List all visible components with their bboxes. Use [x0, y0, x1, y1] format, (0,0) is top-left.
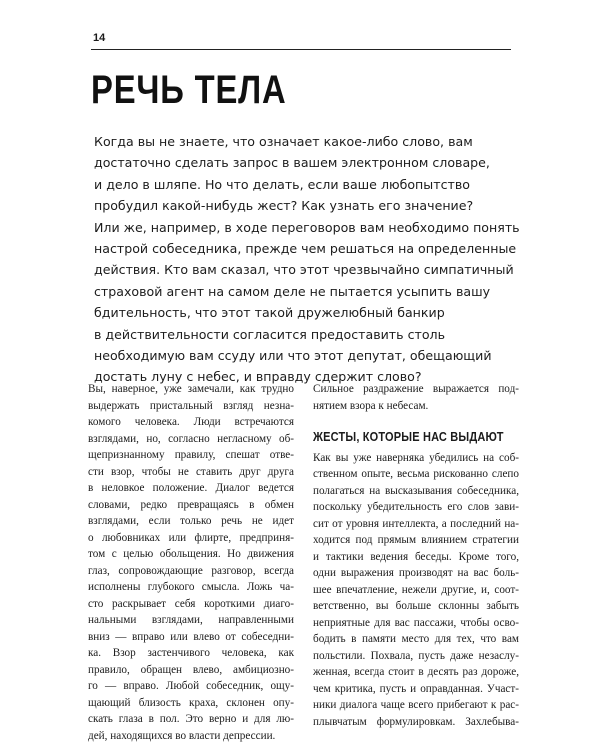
body-line: ка. Взор застенчивого человека, как	[88, 647, 294, 659]
body-line: в неловкое положение. Диалог ведется	[88, 482, 294, 494]
lead-line: действия. Кто вам сказал, что этот чрезвычайно симпатичный	[94, 262, 514, 278]
lead-paragraph	[94, 131, 520, 388]
body-line: бодить в памяти место для тех, что вам	[313, 633, 519, 645]
left-column	[88, 381, 294, 744]
body-line: сти взор, чтобы не ставить друг друга	[88, 465, 294, 478]
lead-line: страховой агент на самом деле не пытается усыпить вашу	[94, 283, 491, 299]
body-line: шее впечатление, нежели другие, и, соот-	[313, 583, 519, 596]
body-line: женная, всегда стоит в десять раз дороже,	[313, 666, 519, 678]
body-line: щающий близость краха, склонен опу-	[88, 696, 294, 709]
body-line: выдержать пристальный взгляд незна-	[88, 399, 294, 412]
lead-line: достать луну с небес, и вправду сдержит слово?	[94, 369, 422, 385]
body-line: польстили. Похвала, пусть даже незаслу-	[313, 649, 519, 662]
body-line: Как вы уже наверняка убедились на соб-	[313, 451, 519, 464]
body-line: сит от уровня интеллекта, а последний на-	[313, 517, 519, 530]
body-line: о любовниках или флирте, предприня-	[88, 531, 294, 544]
lead-line: Или же, например, в ходе переговоров вам необходимо понять	[94, 219, 520, 235]
body-line: дей, находящихся во власти депрессии.	[88, 729, 276, 742]
lead-line: настрой собеседника, прежде чем решаться на определенные	[94, 241, 517, 257]
lead-line: Когда вы не знаете, что означает какое-либо слово, вам	[94, 134, 473, 149]
lead-line: в действительности согласится предоставить столь	[94, 326, 446, 342]
lead-line: бдительность, что этот такой дружелюбный банкир	[94, 305, 445, 321]
chapter-title: РЕЧЬ ТЕЛА	[91, 68, 287, 112]
body-line: и тактики ведения беседы. Кроме того,	[313, 550, 519, 563]
body-line: щепризнанному правилу, спешат отве-	[88, 449, 294, 461]
body-line: нятием взора к небесам.	[313, 399, 429, 412]
right-column	[313, 381, 519, 730]
lead-line: пробудил какой-нибудь жест? Как узнать его значение?	[94, 198, 474, 214]
body-line: скать глаза в пол. Это верно и для лю-	[88, 713, 294, 725]
body-line: глаз, сопровождающие разговор, всегда	[88, 564, 294, 577]
body-line: взглядами, но, согласно негласному об-	[88, 432, 294, 445]
body-line: Сильное раздражение выражается под-	[313, 383, 519, 395]
lead-line: и дело в шляпе. Но что делать, если ваше любопытство	[94, 176, 470, 192]
body-line: плывчатым формулировкам. Захлебыва-	[313, 715, 519, 728]
body-line: вниз — вправо или влево от собеседни-	[88, 630, 294, 643]
body-line: словами, редко превращаясь в обмен	[88, 498, 294, 511]
page-number: 14	[93, 32, 106, 44]
lead-line: необходимую вам ссуду или что этот депутат, обещающий	[94, 348, 492, 364]
body-line: том с целью обольщения. Но движения	[88, 548, 294, 560]
body-line: Вы, наверное, уже замечали, как трудно	[88, 383, 294, 395]
body-line: ходится под прямым влиянием стратегии	[313, 534, 519, 546]
body-line: сто раскрывает себя короткими диаго-	[88, 597, 294, 610]
top-rule	[91, 49, 511, 50]
body-line: правило, обращен влево, амбициозно-	[88, 663, 294, 676]
body-line: поскольку убедительность его слов зави-	[313, 501, 519, 513]
body-line: го — вправо. Любой собеседник, ощу-	[88, 680, 294, 692]
body-line: исполнены глубокого смысла. Ложь ча-	[88, 581, 294, 593]
body-line: чем критика, пусть и оправданная. Участ-	[313, 682, 519, 695]
body-line: комого человека. Люди встречаются	[88, 416, 294, 428]
body-line: ники диалога чаще всего прибегают к рас-	[313, 699, 519, 711]
body-line: неприятные для вас пассажи, чтобы осво-	[313, 616, 519, 629]
body-line: ственном опыте, весьма рискованно слепо	[313, 468, 519, 480]
body-line: одни выражения производят на вас боль-	[313, 567, 519, 579]
body-line: полагаться на высказывания собеседника,	[313, 484, 519, 497]
lead-line: достаточно сделать запрос в вашем электронном словаре,	[94, 155, 490, 171]
body-line: взглядами, если только речь не идет	[88, 515, 294, 527]
section-subheading: ЖЕСТЫ, КОТОРЫЕ НАС ВЫДАЮТ	[313, 430, 504, 444]
body-line: нальными взглядами, направленными	[88, 614, 294, 626]
body-line: ветственно, вы больше склонны забыть	[313, 600, 519, 612]
